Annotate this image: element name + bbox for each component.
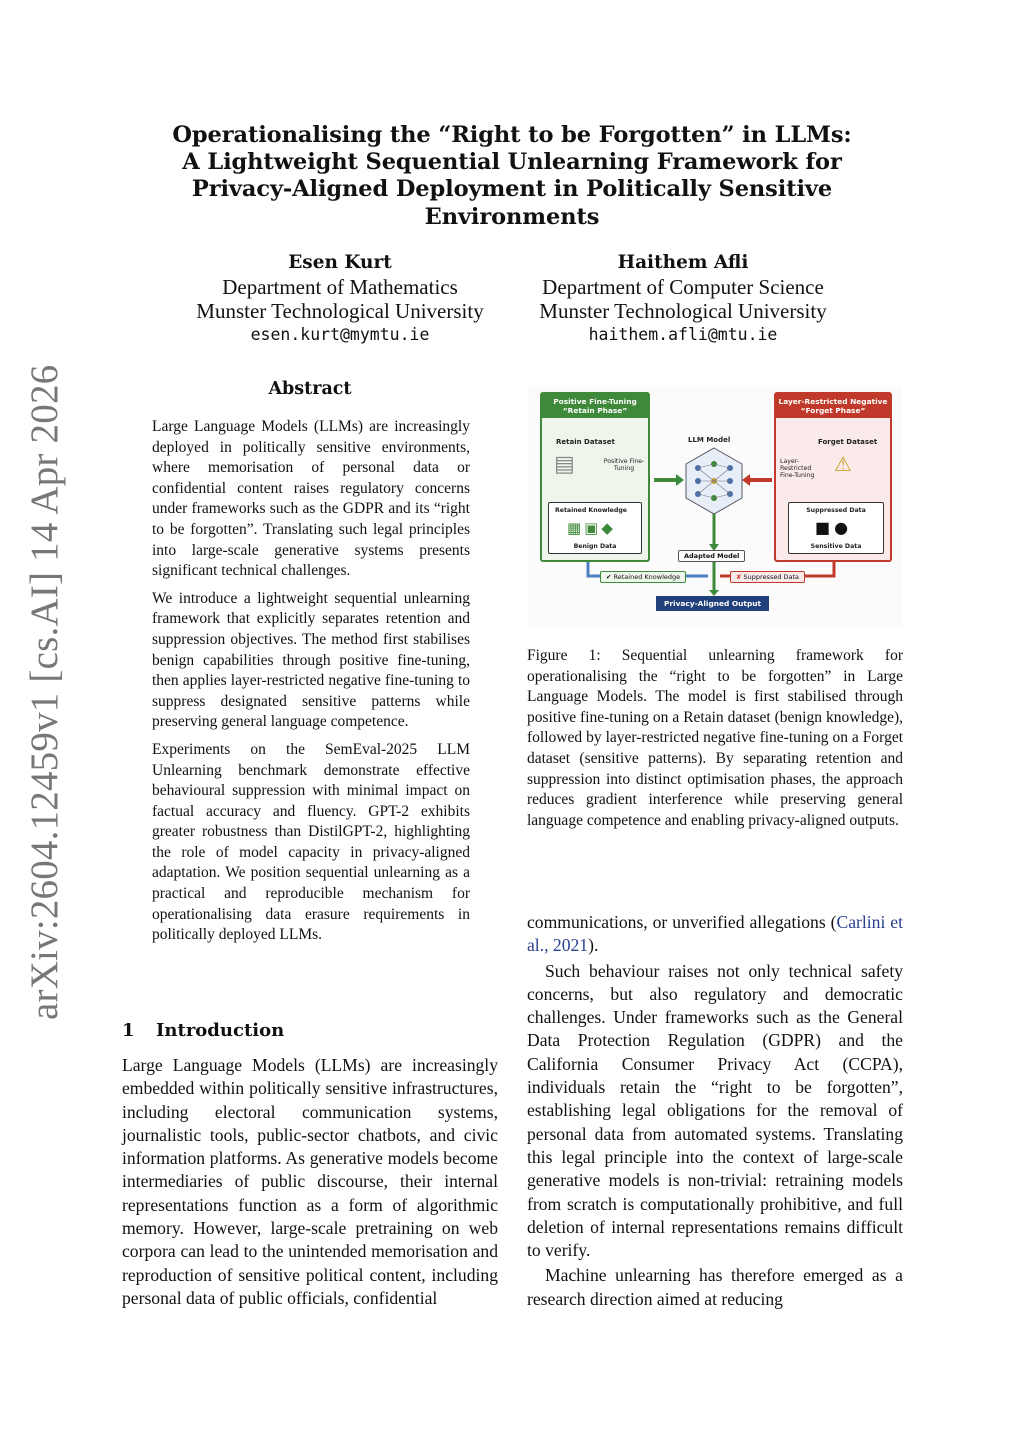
author-email[interactable]: haithem.afli@mtu.ie [588, 325, 778, 344]
retain-dataset-label: Retain Dataset [556, 438, 615, 446]
title-line-1: Operationalising the “Right to be Forgotten” in LLMs: [172, 122, 852, 148]
arxiv-identifier: arXiv:2604.12459v1 [cs.AI] 14 Apr 2026 [23, 364, 66, 1020]
arrow-head [676, 474, 684, 486]
paper-title [140, 122, 884, 231]
llm-model-label: LLM Model [688, 436, 731, 444]
neural-network-icon [686, 448, 742, 514]
forget-dataset-label: Forget Dataset [818, 438, 878, 446]
retain-phase-banner [542, 394, 648, 418]
author-university: Munster Technological University [539, 299, 827, 323]
figure-caption-text: Figure 1: Sequential unlearning framework for operationalising the “right to be forgotten” in Large Language Models. The model is first stabilised through positive fine-tuning on a Retain dataset (benign knowledge), followed by layer-restricted negative fine-tuning on a Forget dataset (sensitive patterns). By separating retention and suppression into distinct optimisation phases, the approach reduces gradient interference while preserving general language competence and enabling privacy-aligned outputs. [527, 647, 903, 829]
intro-paragraph-3: Machine unlearning has therefore emerged as a research direction aimed at reducing [527, 1265, 903, 1309]
retained-output-label: Retained Knowledge [613, 573, 681, 581]
text-span: communications, or unverified allegations ( [527, 912, 837, 932]
abstract-paragraph: Experiments on the SemEval-2025 LLM Unlearning benchmark demonstrate effective behavioural suppression with minimal impact on factual accuracy and fluency. GPT-2 exhibits greater robustness than DistilGPT-2, highlighting the role of model capacity in privacy-aligned adaptation. We position sequential unlearning as a practical and reproducible mechanism for operationalising data erasure requirements in politically deployed LLMs. [152, 740, 470, 944]
author-university: Munster Technological University [196, 299, 484, 323]
forget-phase-banner [776, 394, 890, 418]
text-span: ). [588, 935, 599, 956]
forget-phase-subtitle: “Forget Phase” [800, 406, 866, 415]
retain-phase-subtitle: “Retain Phase” [562, 406, 628, 415]
cross-icon: ✘ [736, 573, 742, 581]
abstract-paragraph: Large Language Models (LLMs) are increasingly deployed in politically sensitive environments, where memorisation of personal data or confidential content raises regulatory concerns under frameworks such as the GDPR and its “right to be forgotten”. Translating such legal principles into large-scale generative systems presents significant technical challenges. [152, 418, 470, 580]
author-department: Department of Computer Science [542, 275, 824, 299]
figure-1-diagram [528, 386, 902, 626]
figure-caption [527, 646, 903, 831]
intro-paragraph-1: Large Language Models (LLMs) are increasingly embedded within politically sensitive infrastructures, including electoral communication systems, journalistic tools, public-sector chatbots, and civic information platforms. As generative models become intermediaries of public discourse, their internal representations function as a form of algorithmic memory. However, large-scale pretraining on web corpora can lead to the unintended memorisation and reproduction of sensitive political content, including personal data of public officials, confidential [122, 1055, 498, 1308]
intro-left-column [122, 1054, 498, 1310]
author-email[interactable]: esen.kurt@mymtu.ie [250, 325, 430, 344]
benign-icons: ▦▣◆ [567, 519, 616, 537]
suppressed-output-label: Suppressed Data [743, 573, 800, 581]
documents-stack-icon: ▤ [554, 452, 575, 477]
author-block-1 [170, 251, 510, 347]
author-name: Haithem Afli [617, 252, 749, 273]
intro-paragraph-2: Such behaviour raises not only technical safety concerns, but also regulatory and democratic challenges. Under frameworks such as the General Data Protection Regulation (GDPR) and the California Consumer Privacy Act (CCPA), individuals retain the “right to be forgotten”, establishing legal obligations for the removal of personal data from automated systems. Translating this legal principle into the context of large-scale generative models is non-trivial: retraining models from scratch is computationally prohibitive, and full deletion of internal representations remains difficult to verify. [527, 960, 903, 1261]
title-line-4: Environments [424, 203, 600, 230]
forget-phase-title: Layer-Restricted Negative [778, 397, 888, 406]
arrow-head [742, 474, 750, 486]
benign-data-label: Benign Data [573, 543, 617, 550]
section-heading-introduction [122, 1020, 284, 1041]
layer-restricted-ft-label: Layer-Restricted Fine-Tuning [780, 458, 815, 479]
retained-knowledge-output: ✔ Retained Knowledge [600, 571, 686, 583]
lock-person-icons: ■● [815, 518, 853, 537]
positive-ft-label: Positive Fine-Tuning [603, 458, 645, 472]
warning-database-icon: ⚠ [834, 452, 852, 476]
suppressed-data-output [730, 571, 805, 583]
intro-right-column [527, 911, 903, 1311]
adapted-model-label: Adapted Model [678, 550, 745, 562]
retained-knowledge-box [548, 502, 642, 554]
author-block-2 [513, 251, 853, 347]
retain-phase-title: Positive Fine-Tuning [553, 397, 637, 406]
suppressed-data-label: Suppressed Data [806, 507, 866, 514]
forget-phase-panel [774, 392, 892, 562]
abstract-paragraph: We introduce a lightweight sequential unlearning framework that explicitly separates retention and suppression objectives. The method first stabilises benign capabilities through positive fine-tuning, then applies layer-restricted negative fine-tuning to suppress designated sensitive patterns while preserving general language competence. [152, 589, 470, 731]
author-name: Esen Kurt [288, 252, 392, 273]
title-line-3: Privacy-Aligned Deployment in Politically Sensitive [191, 176, 833, 203]
title-line-2: A Lightweight Sequential Unlearning Framework for [182, 149, 842, 176]
intro-paragraph-1-continued [527, 911, 903, 958]
retain-phase-panel [540, 392, 650, 562]
section-title: Introduction [156, 1020, 285, 1041]
abstract-body [152, 417, 470, 953]
retained-knowledge-label: Retained Knowledge [555, 507, 627, 514]
suppressed-data-box [788, 502, 884, 554]
citation-link[interactable]: Carlini et al., 2021 [527, 912, 903, 956]
sensitive-data-label: Sensitive Data [810, 543, 862, 550]
author-department: Department of Mathematics [222, 275, 458, 299]
privacy-aligned-output-label: Privacy-Aligned Output [656, 596, 769, 611]
section-number: 1 [122, 1020, 135, 1041]
abstract-heading: Abstract [268, 379, 352, 399]
